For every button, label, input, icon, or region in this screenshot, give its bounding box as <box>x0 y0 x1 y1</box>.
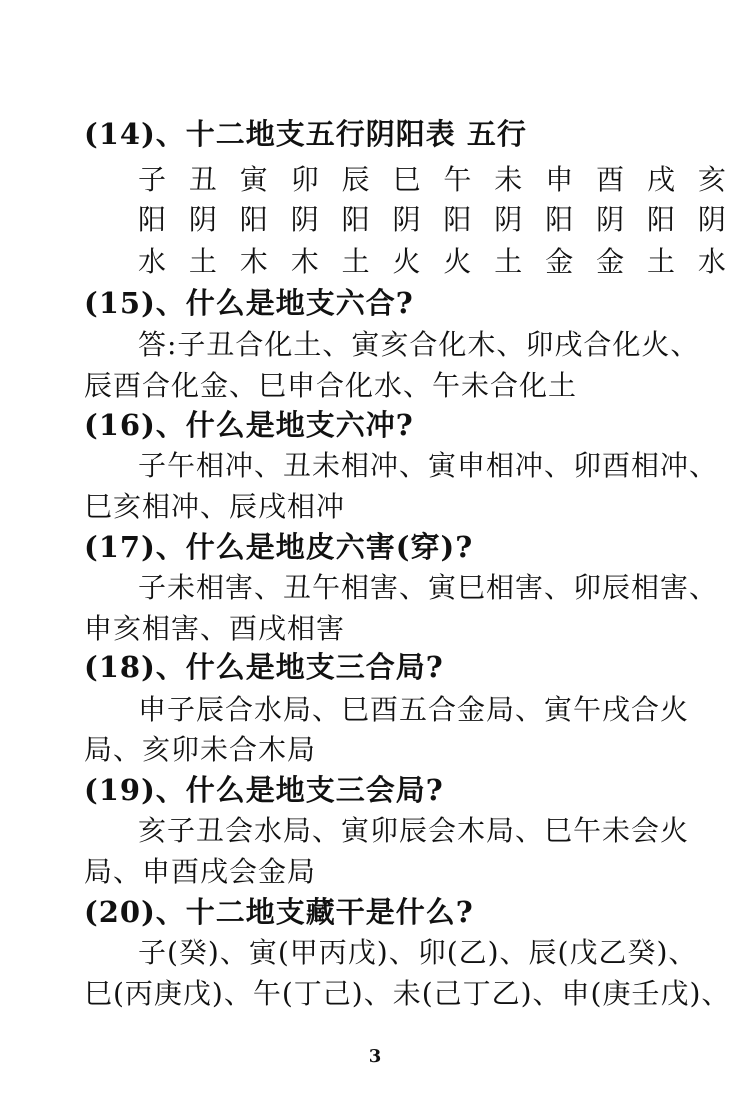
section-17-text-line-1: 子未相害、丑午相害、寅巳相害、卯辰相害、 <box>138 571 719 604</box>
section-16-text-line-1: 子午相冲、丑未相冲、寅申相冲、卯酉相冲、 <box>138 449 719 482</box>
section-20-text-line-2: 巳(丙庚戊)、午(丁己)、未(己丁乙)、申(庚壬戊)、 <box>84 977 731 1010</box>
page-number: 3 <box>368 1046 382 1067</box>
section-19-heading: (19)、什么是地支三会局? <box>84 773 444 807</box>
section-17-text-line-2: 申亥相害、酉戌相害 <box>84 612 346 645</box>
section-20-heading: (20)、十二地支藏干是什么? <box>84 895 474 929</box>
section-19-text-line-2: 局、申酉戌会金局 <box>84 855 317 888</box>
yinyang-row: 阳 阴 阳 阴 阳 阴 阳 阴 阳 阴 阳 阴 <box>138 203 728 236</box>
section-16-heading: (16)、什么是地支六冲? <box>84 408 414 442</box>
section-14-heading: (14)、十二地支五行阴阳表 五行 <box>84 117 527 151</box>
section-20-text-line-1: 子(癸)、寅(甲丙戊)、卯(乙)、辰(戊乙癸)、 <box>138 936 698 969</box>
section-15-text-line-2: 辰酉合化金、巳申合化水、午未合化土 <box>84 369 578 402</box>
section-17-heading: (17)、什么是地皮六害(穿)? <box>84 530 474 564</box>
section-15-text-line-1: 答:子丑合化土、寅亥合化木、卯戌合化火、 <box>138 328 700 361</box>
elements-row: 水 土 木 木 土 火 火 土 金 金 土 水 <box>138 245 728 278</box>
section-15-heading: (15)、什么是地支六合? <box>84 286 414 320</box>
section-18-heading: (18)、什么是地支三合局? <box>84 650 444 684</box>
section-19-text-line-1: 亥子丑会水局、寅卯辰会木局、巳午未会火 <box>138 814 690 847</box>
branches-row: 子 丑 寅 卯 辰 巳 午 未 申 酉 戌 亥 <box>138 163 728 196</box>
section-18-text-line-2: 局、亥卯未合木局 <box>84 733 317 766</box>
section-16-text-line-2: 巳亥相冲、辰戌相冲 <box>84 490 346 523</box>
section-18-text-line-1: 申子辰合水局、巳酉五合金局、寅午戌合火 <box>138 693 690 726</box>
